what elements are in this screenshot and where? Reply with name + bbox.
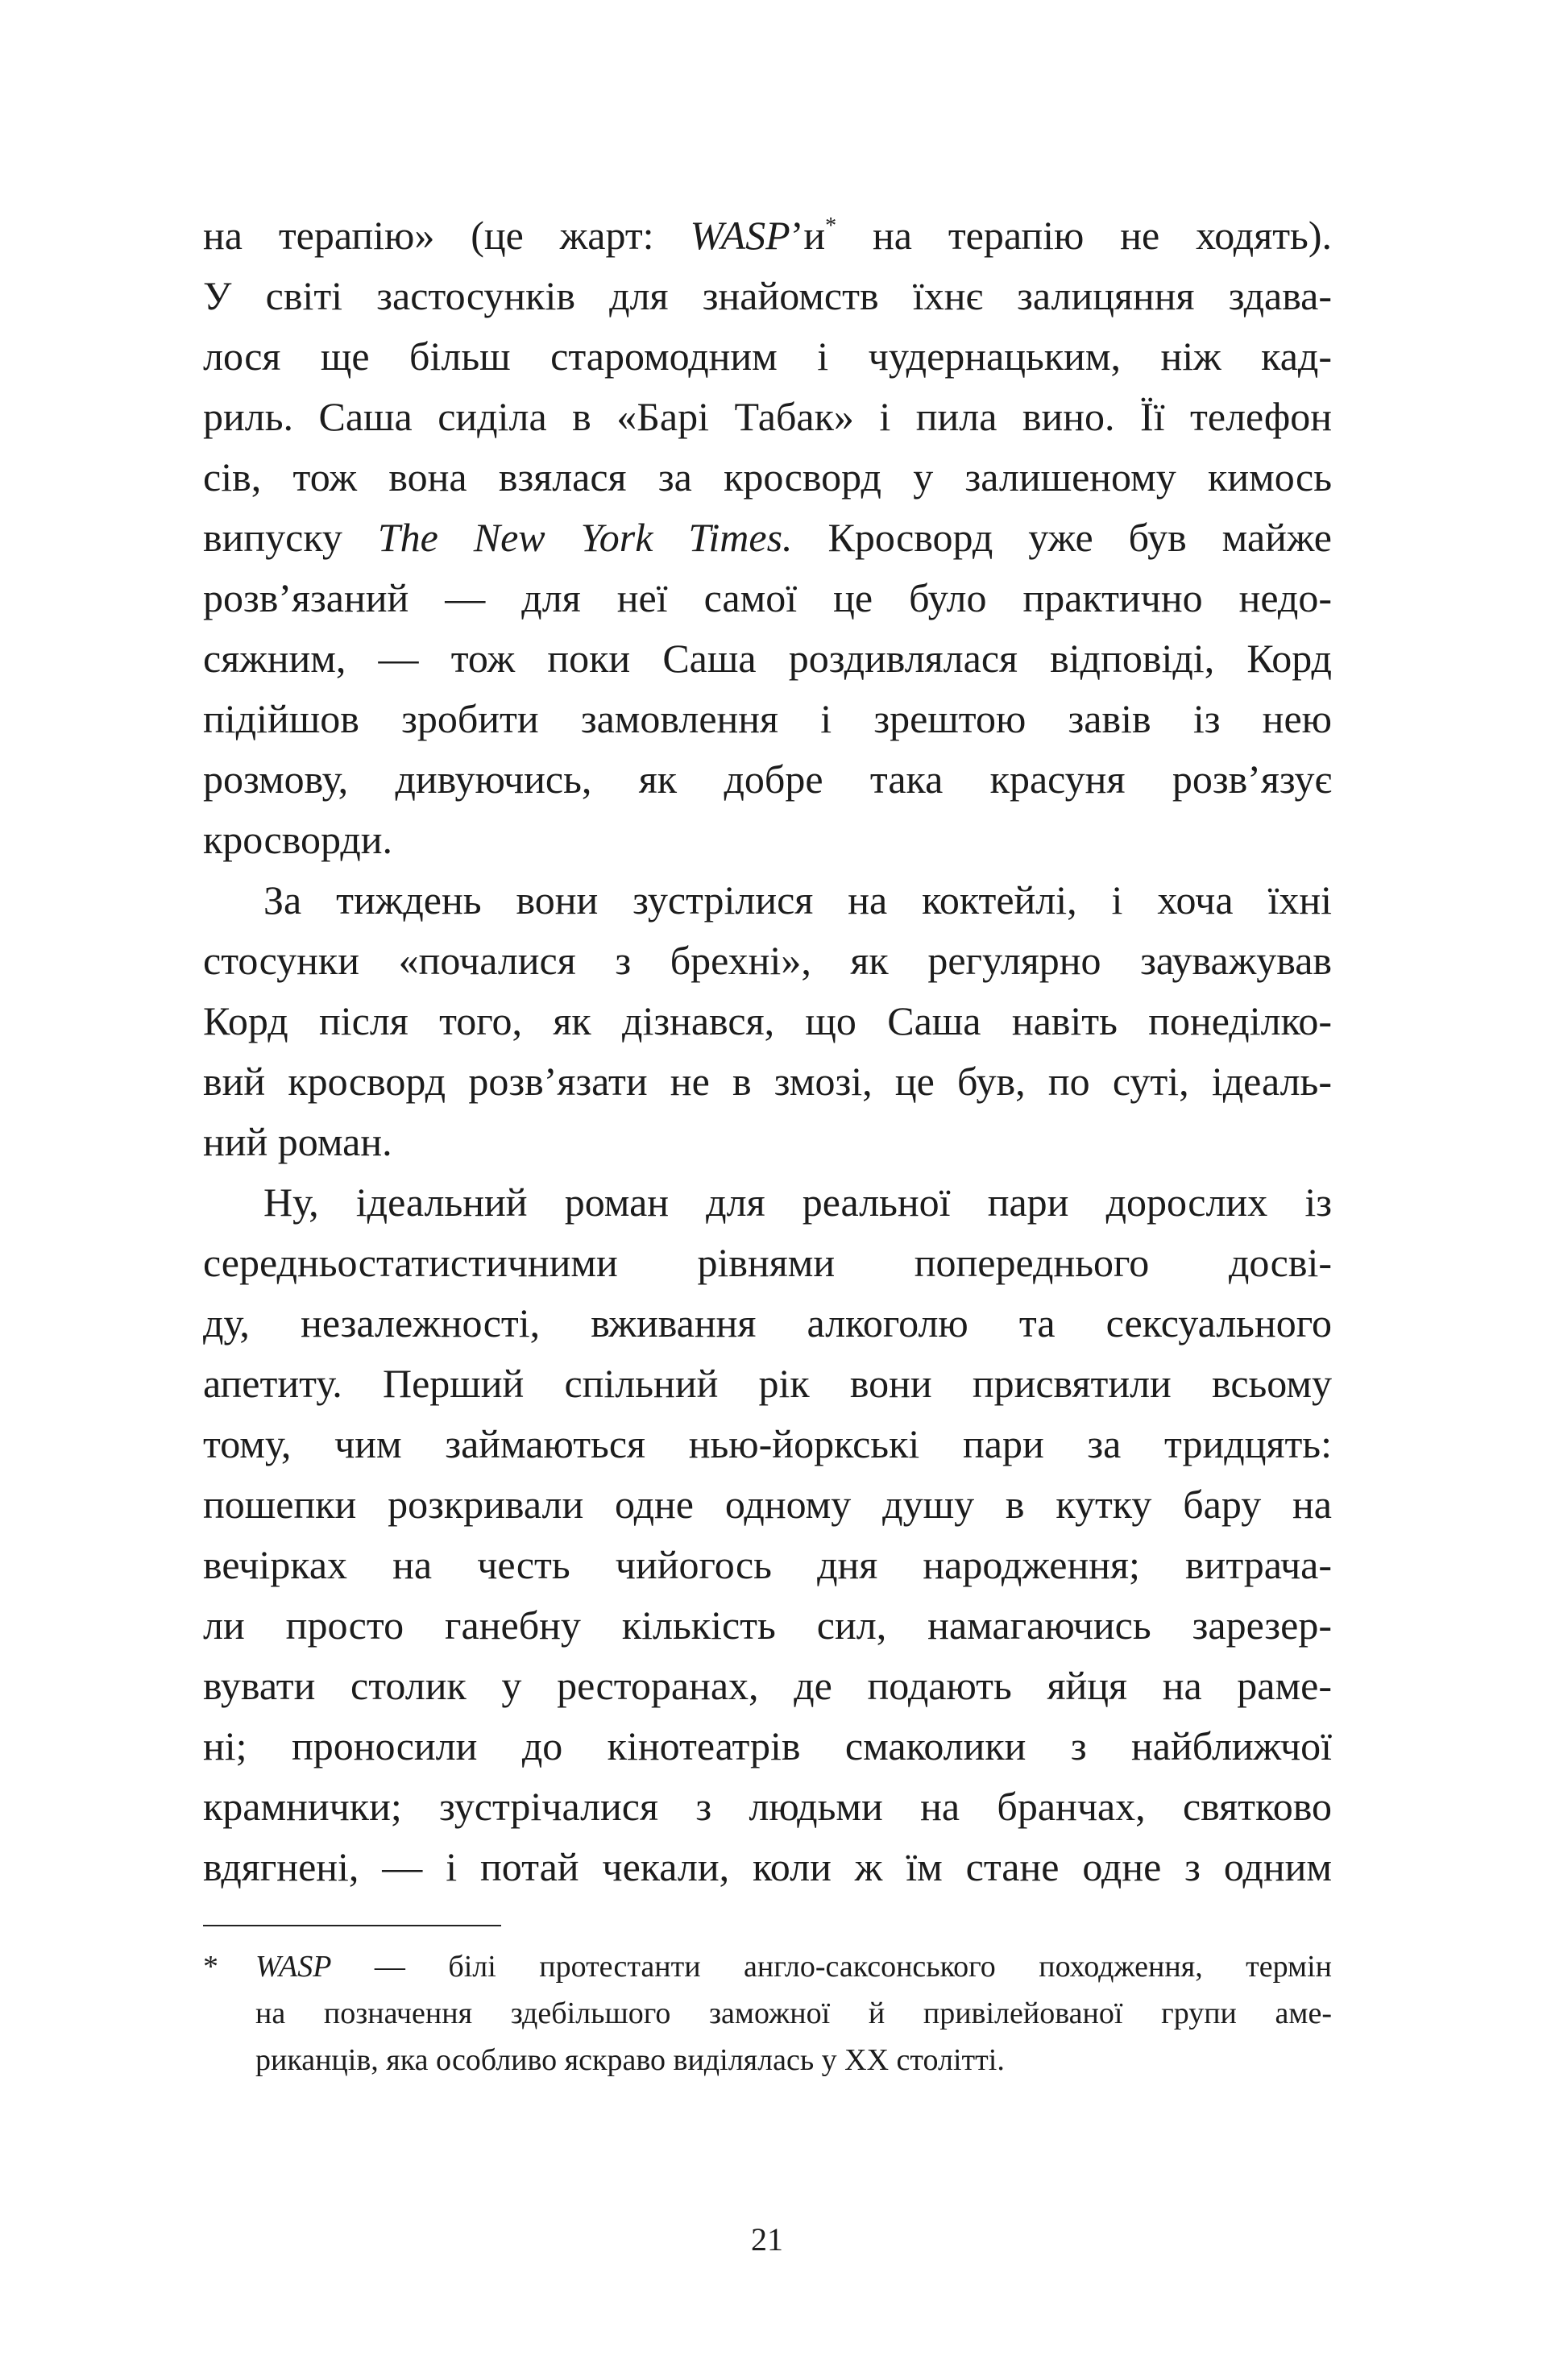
text-run: пошепки розкривали одне одному душу в кутку бару на [203,1482,1332,1527]
text-line [203,1595,1332,1656]
text-line [203,1837,1332,1897]
text-run: вувати столик у ресторанах, де подають яйця на раме- [203,1663,1332,1708]
text-run: розмову, дивуючись, як добре така красуня розв’язує [203,757,1332,802]
footnote-line [255,2037,1332,2084]
text-run: крамнички; зустрічалися з людьми на бранчах, святково [203,1784,1332,1829]
text-run: середньостатистичними рівнями попереднього досві- [203,1240,1332,1285]
text-line [203,1172,1332,1233]
text-run: вий кросворд розв’язати не в змозі, це був, по суті, ідеаль- [203,1059,1332,1104]
text-run: — білі протестанти англо-саксонського походження, термін [331,1950,1332,1984]
text-run: Корд після того, як дізнався, що Саша навіть понеділко- [203,998,1332,1043]
text-run: кросворди. [203,817,393,862]
footnote-marker: * [203,1950,218,1984]
text-line [203,508,1332,568]
text-run: стосунки «почалися з брехні», як регулярно зауважував [203,938,1332,983]
text-line [203,931,1332,991]
text-line [203,1414,1332,1474]
text-run: ні; проносили до кінотеатрів смаколики з найближчої [203,1723,1332,1768]
text-run: У світі застосунків для знайомств їхнє залицяння здава- [203,273,1332,318]
text-line [203,205,1332,266]
text-line [203,1777,1332,1837]
text-run: Кросворд уже був майже [792,515,1332,560]
text-line [203,689,1332,749]
footnote-reference: * [825,214,837,238]
text-line [203,326,1332,387]
italic-text: The New York Times. [377,515,793,560]
text-line [203,387,1332,447]
text-line [203,749,1332,810]
italic-text: WASP [690,213,790,258]
main-text-block [203,205,1332,1897]
text-run: на терапію не ходять). [836,213,1332,258]
footnote-text [255,1943,1332,2084]
text-line [203,447,1332,508]
text-run: Ну, ідеальний роман для реальної пари дорослих із [263,1180,1332,1225]
text-line [203,568,1332,628]
text-line [203,1051,1332,1112]
text-run: сів, тож вона взялася за кросворд у залишеному кимось [203,454,1332,500]
text-run: риканців, яка особливо яскраво виділялась у XX столітті. [255,2043,1005,2077]
text-run: підійшов зробити замовлення і зрештою завів із нею [203,696,1332,741]
text-run: апетиту. Перший спільний рік вони присвятили всьому [203,1361,1332,1406]
text-run: ду, незалежності, вживання алкоголю та сексуального [203,1300,1332,1345]
footnote-line [255,1990,1332,2037]
text-run: риль. Саша сиділа в «Барі Табак» і пила вино. Її телефон [203,394,1332,439]
text-line [203,628,1332,689]
text-line [203,1535,1332,1595]
text-run: ’и [790,213,826,258]
text-run: лося ще більш старомодним і чудернацьким, ніж кад- [203,334,1332,379]
text-line [203,1293,1332,1354]
text-line [203,266,1332,326]
text-run: на терапію» (це жарт: [203,213,691,258]
text-line [203,1112,1332,1172]
text-run: ний роман. [203,1119,392,1164]
text-line [203,1354,1332,1414]
text-run: вечірках на честь чийогось дня народження; витрача- [203,1542,1332,1587]
text-run: на позначення здебільшого заможної й привілейованої групи аме- [255,1996,1332,2030]
text-line [203,991,1332,1051]
text-line [203,1656,1332,1716]
text-line [203,1474,1332,1535]
text-run: ли просто ганебну кількість сил, намагаючись зарезер- [203,1603,1332,1648]
text-run: вдягнені, — і потай чекали, коли ж їм стане одне з одним [203,1844,1332,1889]
text-run: розв’язаний — для неї самої це було практично недо- [203,575,1332,620]
text-run: тому, чим займаються нью-йоркські пари за тридцять: [203,1421,1332,1466]
text-line [203,1716,1332,1777]
text-run: випуску [203,515,378,560]
page-number: 21 [751,2221,783,2258]
text-line [203,1233,1332,1293]
text-run: сяжним, — тож поки Саша роздивлялася відповіді, Корд [203,636,1332,681]
text-run: За тиждень вони зустрілися на коктейлі, і хоча їхні [263,877,1332,923]
italic-text: WASP [255,1950,332,1984]
footnote-line [255,1943,1332,1990]
text-line [203,870,1332,931]
text-line [203,810,1332,870]
footnote-separator [203,1925,501,1926]
